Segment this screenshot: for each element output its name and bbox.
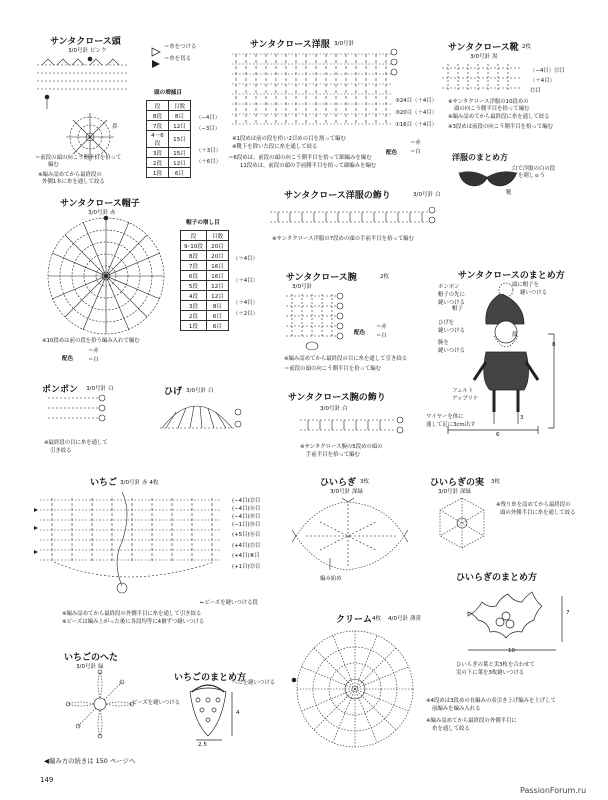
watermark: PassionForum.ru [520, 786, 587, 795]
clothes-note3: ＝6段めは、前段の頭の向こう側半目を拾って細編みを編む [228, 155, 372, 161]
santa-label-13: ワイヤーを体に [426, 414, 464, 420]
strawberry-finish-label1: ビーズを縫いつける [132, 700, 181, 706]
cream-note2: 前編みを編み入れる [432, 706, 481, 712]
clothes-color-1: ＝赤 [410, 140, 421, 146]
hat-increase-table [180, 230, 229, 331]
head-upper-rows [37, 59, 127, 89]
table-header-cell: 段 [147, 101, 169, 111]
beard-chart [156, 394, 246, 436]
strawberry-note1: ※編み詰めてから最終段の外側半目に糸を通して引き絞る [62, 611, 202, 617]
continue-note[interactable]: ◀編み方の続きは 150 ページへ [44, 757, 136, 765]
table-cell: 12目 [169, 121, 191, 131]
santa-label-8: 縫いつける [438, 348, 465, 354]
arms-color-2: ＝白 [376, 333, 387, 339]
strawberry-row-3: (−1目)⑳目 [232, 522, 261, 528]
table-row [181, 261, 229, 271]
santa-hat-shape [486, 294, 524, 324]
clothes-trim-chart [268, 204, 438, 232]
table-row [181, 311, 229, 321]
head-increase-title: 頭の増減目 [154, 90, 182, 96]
santa-label-3: 顔 [512, 332, 518, 338]
table-header-cell: 目数 [207, 231, 229, 241]
santa-label-14: 通して足に3cm出す [426, 422, 476, 428]
table-cell: 6目 [169, 168, 191, 178]
strawberry-row-8: (+1目)⑫目 [232, 564, 261, 570]
table-row [181, 271, 229, 281]
santa-label-5: ひげを [438, 320, 455, 326]
table-cell: 3段 [181, 301, 207, 311]
clothes-row-1: ③20目（＋4目） [395, 110, 438, 116]
cream-subtitle: 4/0号針 薄黄 [388, 616, 422, 622]
head-inc-note-3: （＋3目） [196, 148, 221, 154]
table-header-row [181, 231, 229, 241]
arms-count: 2枚 [380, 274, 390, 280]
clothes-trim-note: ※サンタクロース洋服の7段めの頭の手前半目を拾って編む [272, 236, 414, 242]
holly-berry-note2: 頭の外側半目に糸を通して絞る [500, 510, 576, 516]
hat-title: サンタクロース帽子 [60, 199, 140, 209]
santa-body-shape [484, 352, 529, 390]
clothes-trim-subtitle: 3/0号針 白 [413, 192, 441, 198]
head-note3: ※編み詰めてから最終段の [38, 172, 102, 178]
table-header-row [147, 101, 191, 111]
clothes-note2: ※靴下を除いた段に糸を通して絞る [232, 144, 318, 150]
table-cell: 4〜6段 [147, 131, 169, 148]
boots-note3: ※編み詰めてから最終段に糸を通して絞る [448, 114, 550, 120]
boots-row-0: （−4目）⑫目 [530, 68, 565, 74]
head-note1: ＝前段の頭の向こう側半目を拾って [35, 155, 122, 161]
arms-subtitle: 3/0号針 [292, 284, 313, 290]
arm-trim-subtitle: 3/0号針 白 [320, 406, 348, 412]
table-row [181, 241, 229, 251]
hat-inc-note-3: （＋4目） [233, 278, 258, 284]
head-increase-table [146, 100, 191, 178]
table-cell: 8目 [207, 301, 229, 311]
table-cell: 20目 [207, 241, 229, 251]
table-cell: 12目 [207, 281, 229, 291]
strawberry-finish-title: いちごのまとめ方 [174, 673, 247, 683]
clothes-trim-title: サンタクロース洋服の飾り [284, 191, 391, 201]
holly-chart [290, 496, 410, 576]
boots-chart [440, 60, 530, 94]
table-cell: 6目 [207, 311, 229, 321]
table-row [147, 111, 191, 121]
santa-label-6: 縫いつける [438, 328, 465, 334]
hat-inc-note-5: （＋4目） [233, 300, 258, 306]
clothes-title: サンタクロース洋服 [250, 40, 330, 50]
head-inc-note-0: （−4目） [196, 115, 221, 121]
holly-finish-dim-w: 10 [508, 648, 516, 654]
clothes-finish-label2: を刺しゅう [518, 173, 545, 179]
pompom-chart [44, 390, 114, 430]
page-number: 149 [40, 776, 54, 784]
table-cell: 6段 [181, 271, 207, 281]
cream-note1: ※4段めは3段めの長編みの表引き上げ編みを上げして [426, 698, 556, 704]
holly-title: ひいらぎ [320, 478, 357, 488]
head-inc-note-1: （−3目） [196, 126, 221, 132]
strawberry-note0: ←ビーズを縫いつける段 [200, 600, 258, 606]
pompom-note2: 引き絞る [50, 448, 72, 454]
strawberry-row-1: (−4目)⑯目 [232, 506, 261, 512]
table-cell: 7段 [147, 121, 169, 131]
clothes-color-2: ＝白 [410, 149, 421, 155]
santa-label-0: ポンポン [438, 284, 460, 290]
table-row [147, 121, 191, 131]
arms-title: サンタクロース腕 [286, 273, 357, 283]
hat-increase-title: 帽子の増し目 [186, 220, 220, 226]
holly-count: 3枚 [360, 479, 370, 485]
hat-inc-note-6: （＋2目） [233, 311, 258, 317]
strawberry-row-2: (−4目)⑱目 [232, 514, 261, 520]
santa-finish-title: サンタクロースのまとめ方 [458, 271, 565, 281]
hat-color-2: ＝白 [88, 357, 99, 363]
strawberry-title: いちご [90, 478, 118, 488]
holly-finish-title: ひいらぎのまとめ方 [456, 573, 538, 583]
table-cell: 8段 [147, 111, 169, 121]
arm-trim-note1: ※サンタクロース腕の5段めの頭の [300, 444, 383, 450]
boots-note4: ※3段めは前段の向こう側半目を拾って編む [448, 124, 553, 130]
santa-label-2: 縫いつける [438, 300, 465, 306]
head-note4: 外側1本に糸を通して絞る [42, 179, 105, 185]
holly-finish-note1: ひいらぎの葉と実3枚を合わせて [456, 662, 535, 668]
pompom-note1: ※最終段の目に糸を通して [44, 440, 108, 446]
hat-color-1: ＝赤 [88, 348, 99, 354]
strawberry-row-0: (−4目)⑫目 [232, 498, 261, 504]
table-cell: 12目 [207, 291, 229, 301]
boots-count: 2枚 [522, 44, 532, 50]
clothes-finish-label1: 白で洋服の白の段 [512, 166, 556, 172]
table-row [181, 301, 229, 311]
arm-trim-title: サンタクロース腕の飾り [288, 393, 386, 403]
clothes-chart [230, 48, 400, 134]
strawberry-finish-label0: へたを縫いつける [232, 680, 276, 686]
table-cell: 15目 [169, 131, 191, 148]
strawberry-chart [34, 488, 234, 602]
head-note2: 編む [48, 162, 59, 168]
santa-label-4: 帽子 [452, 306, 463, 312]
hat-note: ※10段めは前の段を拾う編み入れで編む [42, 338, 140, 344]
table-cell: 2段 [181, 311, 207, 321]
boots-subtitle: 3/0号針 黒 [470, 54, 498, 60]
holly-finish-drawing [460, 586, 570, 656]
table-row [181, 251, 229, 261]
holly-berry-count: 3枚 [491, 479, 501, 485]
table-cell: 8目 [169, 111, 191, 121]
santa-label-9: 頭に帽子を [512, 282, 539, 288]
arms-color-title: 配色 [354, 330, 366, 336]
table-cell: 2段 [147, 158, 169, 168]
holly-berry-title: ひいらぎの実 [430, 478, 485, 488]
clothes-subtitle: 3/0号針 [334, 41, 355, 47]
table-cell: 1段 [181, 321, 207, 331]
table-row [181, 281, 229, 291]
arm-trim-note2: 手前半目を拾って編む [306, 452, 360, 458]
beard-title: ひげ [164, 387, 183, 397]
table-cell: 5段 [181, 281, 207, 291]
strawberry-row-6: (+4目)⑧目 [232, 553, 260, 559]
table-row [147, 158, 191, 168]
table-cell: 1段 [147, 168, 169, 178]
table-row [147, 148, 191, 158]
strawberry-row-4: (+5目)⑯目 [232, 532, 261, 538]
arms-note2: ＝前段の頭の向こう側半目を拾って編む [284, 366, 382, 372]
arms-note1: ※編み詰めてから最終段の目に糸を通して引き絞る [284, 356, 408, 362]
clothes-note1: ※1段めは前の段を拾い2目めの目を割って編む [232, 136, 346, 142]
strawberry-note2: ※ビーズは編み上がった後に各段均等に4個ずつ縫いつける [62, 619, 205, 625]
santa-dim-height: 8 [552, 342, 556, 348]
head-subtitle: 3/0号針 ピンク [68, 48, 107, 54]
arm-trim-chart [298, 410, 408, 440]
boots-note2: 頭の向こう側半目を拾って編む [454, 106, 530, 112]
clothes-color-title: 配色 [386, 150, 398, 156]
table-row [147, 131, 191, 148]
cream-note4: 糸を通して絞る [432, 726, 470, 732]
table-cell: 7段 [181, 261, 207, 271]
strawberry-finish-dim-w: 2.5 [198, 742, 207, 748]
table-cell: 16目 [207, 271, 229, 281]
head-nose-label: 鼻 [112, 124, 118, 130]
hat-subtitle: 3/0号針 赤 [88, 210, 116, 216]
hat-inc-note-1: （＋4目） [233, 256, 258, 262]
legend-cut: ＝糸を切る [164, 56, 191, 62]
santa-label-11: フェルト [452, 388, 474, 394]
calyx-chart [64, 668, 136, 740]
head-inc-note-4: （＋6目） [196, 159, 221, 165]
holly-berry-subtitle: 3/0号針 深緑 [438, 489, 472, 495]
strawberry-finish-drawing [180, 682, 240, 742]
pompom-title: ポンポン [42, 385, 79, 395]
strawberry-finish-dim-h: 4 [236, 710, 240, 716]
santa-label-1: 帽子の先に [438, 292, 465, 298]
boots-note1: ※サンタクロース洋服の10段めの [448, 99, 529, 105]
cream-chart [290, 624, 420, 754]
table-cell: 3段 [147, 148, 169, 158]
table-row [147, 168, 191, 178]
clothes-finish-label3: 靴 [506, 190, 512, 196]
table-header-cell: 目数 [169, 101, 191, 111]
table-cell: 4段 [181, 291, 207, 301]
santa-dim-width: 6 [496, 432, 500, 438]
holly-subtitle: 3/0号針 深緑 [330, 489, 364, 495]
head-title: サンタクロース頭 [50, 37, 121, 47]
table-header-cell: 段 [181, 231, 207, 241]
boots-row-2: ⑫目 [530, 88, 541, 94]
holly-finish-note2: 実の下に葉を3枚縫いつける [456, 670, 525, 676]
clothes-row-2: ①16目（＋4目） [395, 122, 438, 128]
table-cell: 16目 [207, 261, 229, 271]
hat-color-title: 配色 [62, 356, 74, 362]
holly-start-label: 編み始め [320, 576, 342, 582]
table-row [181, 291, 229, 301]
clothes-finish-title: 洋服のまとめ方 [452, 153, 508, 162]
hat-chart [36, 214, 176, 338]
strawberry-subtitle: 3/0号針 赤 4枚 [120, 480, 159, 486]
table-cell: 8段 [181, 251, 207, 261]
cream-title: クリーム [336, 615, 373, 625]
boots-title: サンタクロース靴 [448, 43, 519, 53]
table-cell: 20目 [207, 251, 229, 261]
calyx-subtitle: 3/0号針 緑 [76, 664, 104, 670]
calyx-title: いちごのへた [64, 653, 119, 663]
table-cell: 9･10段 [181, 241, 207, 251]
arms-color-1: ＝赤 [376, 324, 387, 330]
arms-chart [282, 288, 352, 354]
holly-berry-chart [432, 494, 492, 554]
cream-count: 4枚 [372, 616, 382, 622]
holly-berry-note1: ※残り糸を詰めてから最終段の [496, 502, 571, 508]
holly-finish-dim-h: 7 [566, 610, 570, 616]
boots-row-1: （＋4目） [530, 78, 555, 84]
santa-label-10: 縫いつける [520, 290, 547, 296]
santa-label-7: 腕を [438, 340, 449, 346]
strawberry-row-5: (+4目)⑫目 [232, 543, 261, 549]
beard-subtitle: 3/0号針 白 [186, 388, 214, 394]
head-increase-table-wrap [146, 100, 191, 178]
legend-attach: ＝糸をつける [164, 44, 197, 50]
santa-dim-leg: 3 [520, 415, 524, 421]
pompom-subtitle: 3/0号針 白 [86, 386, 114, 392]
clothes-row-0: ⑤24目（＋4目） [395, 98, 438, 104]
hat-increase-table-wrap [180, 230, 229, 331]
table-cell: 6目 [207, 321, 229, 331]
clothes-note4: 11段めは、前段の頭の手前側半目を拾って細編みを編む [240, 163, 377, 169]
table-cell: 12目 [169, 158, 191, 168]
cream-note3: ※編み詰めてから最終段の外側半目に [426, 718, 517, 724]
santa-label-12: アップリケ [452, 396, 479, 402]
table-row [181, 321, 229, 331]
table-cell: 15目 [169, 148, 191, 158]
